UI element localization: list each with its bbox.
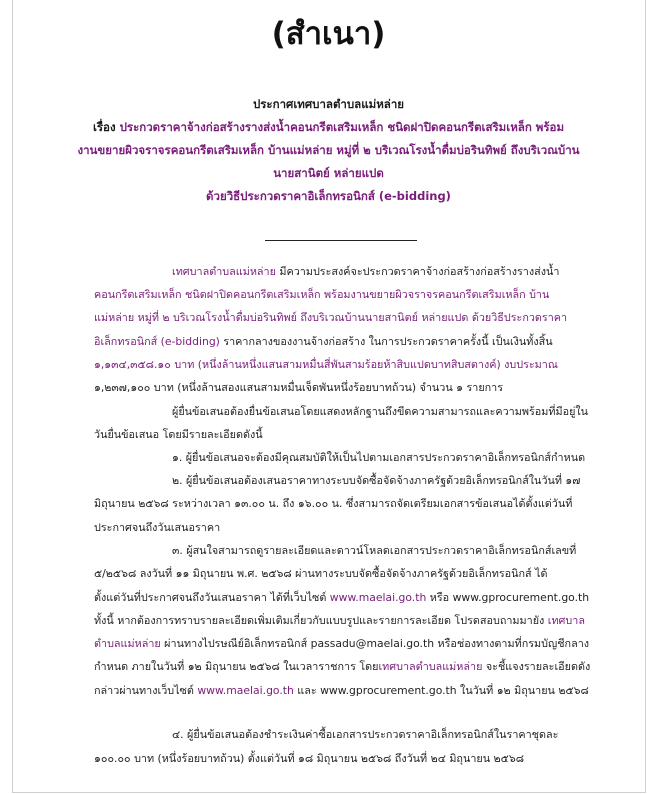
body-line: ผู้ยื่นข้อเสนอต้องยื่นข้อเสนอโดยแสดงหลักฐานถึงขีดความสามารถและความพร้อมที่มีอยู่ใน: [172, 405, 589, 418]
body-line: ตั้งแต่วันที่ประกาศจนถึงวันเสนอราคา ได้ที่เว็บไซต์ www.maelai.go.th หรือ www.gprocurement.go.th: [94, 591, 590, 604]
website-link[interactable]: www.maelai.go.th: [197, 684, 294, 697]
body-line: แม่หล่าย หมู่ที่ ๒ บริเวณโรงน้ำดื่มบ่อรินทิพย์ ถึงบริเวณบ้านนายสานิตย์ หล่ายแปด ด้วยวิธีประกวดราคา: [94, 311, 568, 324]
divider-line: [265, 240, 417, 241]
body-line: ๕/๒๕๖๘ ลงวันที่ ๑๑ มิถุนายน พ.ศ. ๒๕๖๘ ผ่านทางระบบจัดซื้อจัดจ้างภาครัฐด้วยอิเล็กทรอนิกส์ ได้: [94, 567, 548, 580]
heading-subject-line3: นายสานิตย์ หล่ายแปด: [273, 166, 384, 180]
body-line: มิถุนายน ๒๕๖๘ ระหว่างเวลา ๑๓.๐๐ น. ถึง ๑๖.๐๐ น. ซึ่งสามารถจัดเตรียมเอกสารข้อเสนอได้ตั้งแต่วันที่: [94, 497, 573, 510]
budget-amount: ๑,๑๓๔,๓๕๘.๑๐: [94, 358, 171, 371]
body-line: ๒. ผู้ยื่นข้อเสนอต้องเสนอราคาทางระบบจัดซื้อจัดจ้างภาครัฐด้วยอิเล็กทรอนิกส์ในวันที่ ๑๗: [172, 474, 581, 487]
body-line: ประกาศจนถึงวันเสนอราคา: [94, 521, 221, 534]
body-line: คอนกรีตเสริมเหล็ก ชนิดฝาปิดคอนกรีตเสริมเหล็ก พร้อมงานขยายผิวจราจรคอนกรีตเสริมเหล็ก บ้าน: [94, 288, 550, 301]
body-line: ทั้งนี้ หากต้องการทราบรายละเอียดเพิ่มเติมเกี่ยวกับแบบรูปและรายการละเอียด โปรดสอบถามมายัง เทศบาล: [94, 614, 585, 627]
heading-announcement: ประกาศเทศบาลตำบลแม่หล่าย: [252, 97, 405, 111]
body-line: ๓. ผู้สนใจสามารถดูรายละเอียดและดาวน์โหลดเอกสารประกวดราคาอิเล็กทรอนิกส์เลขที่: [172, 544, 577, 557]
body-line: กล่าวผ่านทางเว็บไซต์ www.maelai.go.th และ www.gprocurement.go.th ในวันที่ ๑๒ มิถุนายน ๒๕๖๘: [94, 684, 589, 697]
body-line: ๔. ผู้ยื่นข้อเสนอต้องชำระเงินค่าซื้อเอกสารประกวดราคาอิเล็กทรอนิกส์ในราคาชุดละ: [172, 728, 559, 741]
body-line: ๑๐๐.๐๐ บาท (หนึ่งร้อยบาทถ้วน) ตั้งแต่วันที่ ๑๘ มิถุนายน ๒๕๖๘ ถึงวันที่ ๒๔ มิถุนายน ๒๕๖๘: [94, 752, 525, 765]
website-link[interactable]: www.maelai.go.th: [329, 591, 427, 604]
body-line: เทศบาลตำบลแม่หล่าย มีความประสงค์จะประกวดราคาจ้างก่อสร้างก่อสร้างรางส่งน้ำ: [172, 265, 560, 278]
body-line: กำหนด ภายในวันที่ ๑๒ มิถุนายน ๒๕๖๘ ในเวลาราชการ โดยเทศบาลตำบลแม่หล่าย จะชี้แจงรายละเอียดดัง: [94, 660, 591, 673]
heading-subject: เรื่อง ประกวดราคาจ้างก่อสร้างรางส่งน้ำคอนกรีตเสริมเหล็ก ชนิดฝาปิดคอนกรีตเสริมเหล็ก พร้อม: [92, 120, 565, 134]
body-line: ๑,๒๓๗,๑๐๐ บาท (หนึ่งล้านสองแสนสามหมื่นเจ็ดพันหนึ่งร้อยบาทถ้วน) จำนวน ๑ รายการ: [94, 381, 504, 394]
body-line: วันยื่นข้อเสนอ โดยมีรายละเอียดดังนี้: [94, 428, 263, 441]
copy-label: (สำเนา): [271, 16, 386, 52]
heading-subject-line2: งานขยายผิวจราจรคอนกรีตเสริมเหล็ก บ้านแม่หล่าย หมู่ที่ ๒ บริเวณโรงน้ำดื่มบ่อรินทิพย์ ถึงบริเวณบ้าน: [77, 143, 580, 157]
body-line: ตำบลแม่หล่าย ผ่านทางไปรษณีย์อิเล็กทรอนิกส์ passadu@maelai.go.th หรือช่องทางตามที่กรมบัญชีกลาง: [94, 637, 590, 650]
body-line: ๑. ผู้ยื่นข้อเสนอจะต้องมีคุณสมบัติให้เป็นไปตามเอกสารประกวดราคาอิเล็กทรอนิกส์กำหนด: [172, 451, 586, 464]
body-line: อิเล็กทรอนิกส์ (e-bidding) ราคากลางของงานจ้างก่อสร้าง ในการประกวดราคาครั้งนี้ เป็นเงินทั้งสิ้น: [94, 335, 553, 348]
body-line: ๑,๑๓๔,๓๕๘.๑๐ บาท (หนึ่งล้านหนึ่งแสนสามหมื่นสี่พันสามร้อยห้าสิบแปดบาทสิบสตางค์) งบประมาณ: [94, 358, 558, 371]
heading-method: ด้วยวิธีประกวดราคาอิเล็กทรอนิกส์ (e-bidding): [206, 189, 451, 203]
